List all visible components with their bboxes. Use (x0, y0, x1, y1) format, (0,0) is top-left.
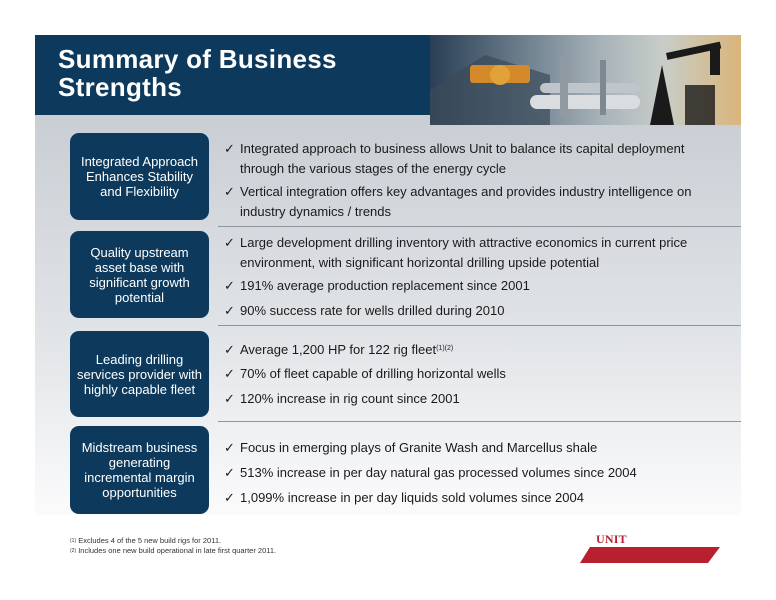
bullet-average-hp (224, 340, 714, 360)
check-icon: ✓ (224, 303, 235, 318)
check-icon: ✓ (224, 490, 235, 505)
section-label-integrated-approach: Integrated Approach Enhances Stability and Flexibility (70, 133, 209, 220)
check-icon: ✓ (224, 366, 235, 381)
bullet-success-rate (224, 301, 714, 321)
bullet-text: 70% of fleet capable of drilling horizontal wells (240, 366, 506, 381)
check-icon: ✓ (224, 391, 235, 406)
bullet-drilling-inventory (224, 233, 714, 273)
bullet-text: Average 1,200 HP for 122 rig fleet (240, 342, 437, 357)
bullet-text: 120% increase in rig count since 2001 (240, 391, 460, 406)
header-photo-oilfield (430, 35, 741, 125)
bullet-emerging-plays (224, 438, 714, 458)
title-line-2: Strengths (58, 72, 183, 102)
check-icon: ✓ (224, 342, 235, 357)
footnote-number: (2) (70, 548, 77, 554)
logo-bar (580, 547, 720, 563)
check-icon: ✓ (224, 235, 235, 250)
bullet-liquids-sold (224, 488, 714, 508)
section-label-quality-upstream: Quality upstream asset base with significant growth potential (70, 231, 209, 318)
section-divider (218, 325, 741, 326)
check-icon: ✓ (224, 440, 235, 455)
check-icon: ✓ (224, 184, 235, 199)
footnote-2 (70, 546, 276, 556)
check-icon: ✓ (224, 278, 235, 293)
bullet-gas-processed (224, 463, 714, 483)
footnote-text: Excludes 4 of the 5 new build rigs for 2011. (78, 536, 222, 545)
bullet-text: 191% average production replacement since 2001 (240, 278, 530, 293)
section-divider (218, 421, 741, 422)
bullet-text: 1,099% increase in per day liquids sold volumes since 2004 (240, 490, 584, 505)
bullet-text: 90% success rate for wells drilled during 2010 (240, 303, 505, 318)
bullet-integrated-approach (224, 139, 714, 179)
bullet-horizontal-fleet (224, 364, 714, 384)
section-label-midstream: Midstream business generating incremental margin opportunities (70, 426, 209, 514)
bullet-rig-count (224, 389, 714, 409)
check-icon: ✓ (224, 141, 235, 156)
footnote-number: (1) (70, 538, 77, 544)
bullet-text: 513% increase in per day natural gas processed volumes since 2004 (240, 465, 637, 480)
title-line-1: Summary of Business (58, 44, 337, 74)
bullet-production-replacement (224, 276, 714, 296)
footnote-1 (70, 536, 221, 546)
page-title (58, 45, 388, 101)
bullet-vertical-integration (224, 182, 714, 222)
company-logo-text: UNIT (596, 532, 627, 546)
footnote-reference: (1)(2) (436, 345, 454, 352)
check-icon: ✓ (224, 465, 235, 480)
bullet-text: Integrated approach to business allows Unit to balance its capital deployment through the various stages of the energy cycle (240, 141, 685, 176)
section-divider (218, 226, 741, 227)
bullet-text: Vertical integration offers key advantages and provides industry intelligence on industry dynamics / trends (240, 184, 692, 219)
footnote-text: Includes one new build operational in late first quarter 2011. (78, 546, 277, 555)
bullet-text: Focus in emerging plays of Granite Wash and Marcellus shale (240, 440, 598, 455)
bullet-text: Large development drilling inventory with attractive economics in current price environment, with significant horizontal drilling upside potential (240, 235, 688, 270)
section-label-leading-drilling: Leading drilling services provider with highly capable fleet (70, 331, 209, 417)
